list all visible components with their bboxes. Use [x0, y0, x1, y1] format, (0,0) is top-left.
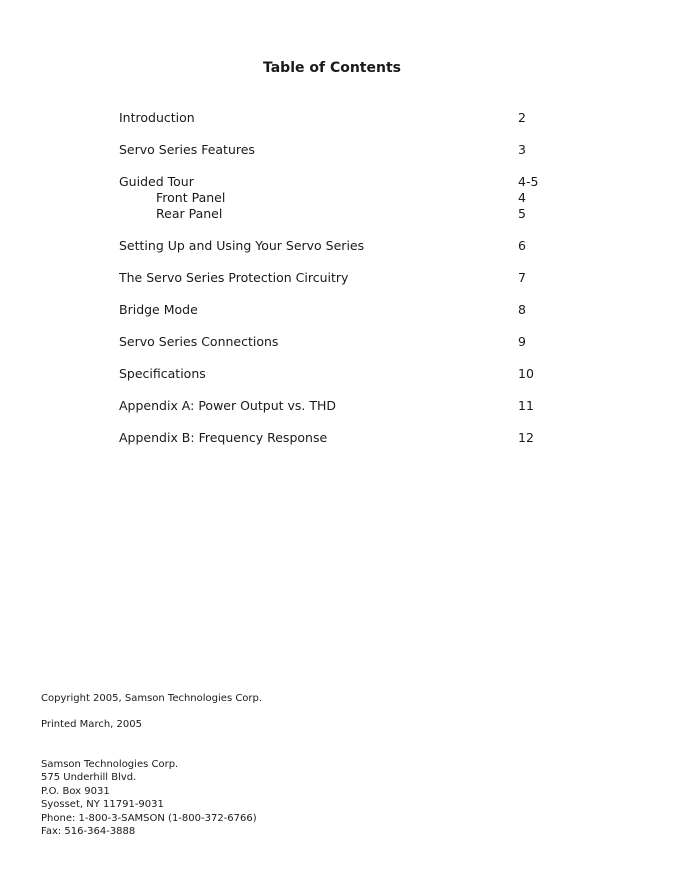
toc-sublabel: Rear Panel: [156, 206, 223, 221]
company-address: [41, 758, 257, 838]
toc-row: [119, 238, 559, 254]
toc-entry-servo-series-features: [119, 142, 559, 158]
toc-page-number: 6: [518, 238, 526, 253]
toc-label: Bridge Mode: [119, 302, 198, 317]
toc-label: The Servo Series Protection Circuitry: [119, 270, 349, 285]
toc-label: Specifications: [119, 366, 206, 381]
toc-row: [119, 174, 559, 190]
toc-row: [119, 142, 559, 158]
toc-page-number: 4: [518, 190, 526, 205]
toc-row: [119, 398, 559, 414]
toc-entry-guided-tour: [119, 174, 559, 222]
toc-label: Setting Up and Using Your Servo Series: [119, 238, 365, 253]
toc-row: [119, 270, 559, 286]
toc-page-number: 11: [518, 398, 534, 413]
toc-row: [119, 334, 559, 350]
toc-page-number: 8: [518, 302, 526, 317]
toc-page-number: 7: [518, 270, 526, 285]
company-name: Samson Technologies Corp.: [41, 759, 179, 770]
toc-page-number: 5: [518, 206, 526, 221]
phone-number: Phone: 1-800-3-SAMSON (1-800-372-6766): [41, 812, 257, 824]
toc-entry-appendix-b: [119, 430, 559, 446]
toc-label: Appendix B: Frequency Response: [119, 430, 328, 445]
toc-entry-introduction: [119, 110, 559, 126]
print-date: Printed March, 2005: [41, 719, 142, 730]
toc-row: [119, 366, 559, 382]
toc-row: [119, 110, 559, 126]
toc-subrow-rear-panel: [119, 206, 559, 222]
toc-entry-protection-circuitry: [119, 270, 559, 286]
toc-label: Servo Series Features: [119, 142, 255, 157]
toc-label: Guided Tour: [119, 174, 194, 189]
toc-row: [119, 302, 559, 318]
po-box: P.O. Box 9031: [41, 785, 110, 797]
toc-page-number: 4-5: [518, 174, 539, 189]
city-state-zip: Syosset, NY 11791-9031: [41, 799, 164, 811]
toc-page-number: 9: [518, 334, 526, 349]
toc-sublabel: Front Panel: [156, 190, 226, 205]
toc-label: Introduction: [119, 110, 195, 125]
toc-label: Servo Series Connections: [119, 334, 279, 349]
page-title: Table of Contents: [262, 60, 401, 76]
toc-entry-bridge-mode: [119, 302, 559, 318]
toc-page-number: 12: [518, 430, 534, 445]
toc-subrow-front-panel: [119, 190, 559, 206]
toc-page-number: 3: [518, 142, 526, 157]
street-address: 575 Underhill Blvd.: [41, 772, 137, 784]
toc-page-number: 10: [518, 366, 534, 381]
toc-page-number: 2: [518, 110, 526, 125]
table-of-contents: [119, 110, 559, 462]
fax-number: Fax: 516-364-3888: [41, 826, 136, 838]
toc-entry-specifications: [119, 366, 559, 382]
toc-label: Appendix A: Power Output vs. THD: [119, 398, 337, 413]
toc-entry-connections: [119, 334, 559, 350]
toc-entry-setting-up: [119, 238, 559, 254]
toc-entry-appendix-a: [119, 398, 559, 414]
copyright-notice: Copyright 2005, Samson Technologies Corp.: [41, 693, 263, 704]
toc-row: [119, 430, 559, 446]
